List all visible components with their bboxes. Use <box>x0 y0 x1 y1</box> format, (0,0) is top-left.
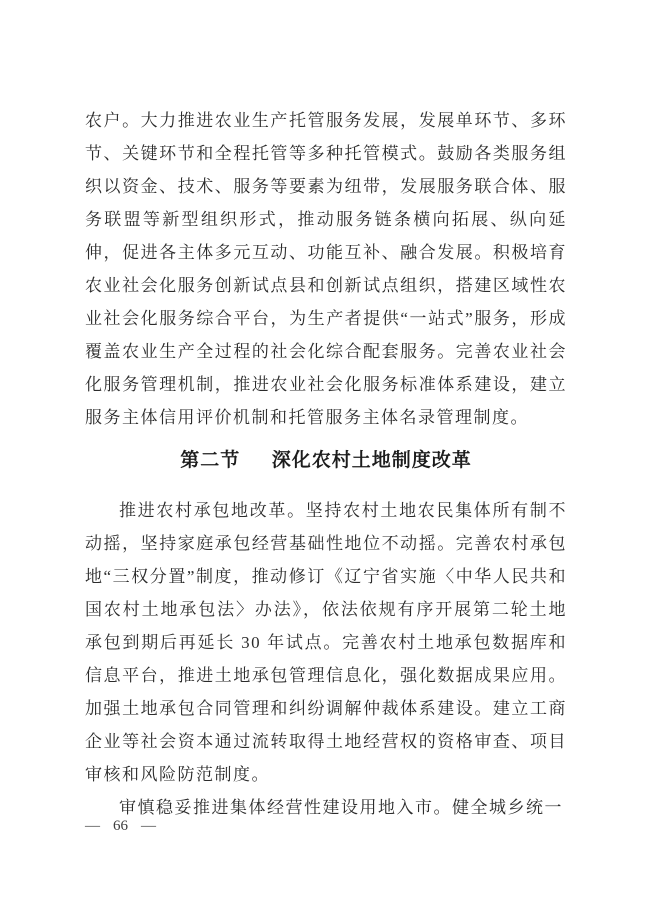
page-number: 66 <box>113 818 128 834</box>
footer-dash-right: — <box>141 818 156 834</box>
section-heading-label: 第二节 <box>180 450 241 471</box>
body-paragraph: 推进农村承包地改革。坚持农村土地农民集体所有制不动摇，坚持家庭承包经营基础性地位不动摇。完善农村承包地“三权分置”制度，推动修订《辽宁省实施〈中华人民共和国农村土地承包法〉办法》，依法依规有序开展第二轮土地承包到期后再延长 30 年试点。完善农村土地承包数据库和信息平台，推进土地承包管理信息化，强化数据成果应用。加强土地承包合同管理和纠纷调解仲裁体系建设。建立工商企业等社会资本通过流转取得土地经营权的资格审查、项目审核和风险防范制度。 <box>85 501 567 784</box>
page-content <box>85 104 567 824</box>
page-footer <box>85 816 156 836</box>
footer-dash-left: — <box>85 818 100 834</box>
body-paragraph-continuation: 农户。大力推进农业生产托管服务发展，发展单环节、多环节、关键环节和全程托管等多种托管模式。鼓励各类服务组织以资金、技术、服务等要素为纽带，发展服务联合体、服务联盟等新型组织形式，推动服务链条横向拓展、纵向延伸，促进各主体多元互动、功能互补、融合发展。积极培育农业社会化服务创新试点县和创新试点组织，搭建区域性农业社会化服务综合平台，为生产者提供“一站式”服务，形成覆盖农业生产全过程的社会化综合配套服务。完善农业社会化服务管理机制，推进农业社会化服务标准体系建设，建立服务主体信用评价机制和托管服务主体名录管理制度。 <box>85 111 567 427</box>
section-heading <box>85 444 567 478</box>
body-paragraph: 审慎稳妥推进集体经营性建设用地入市。健全城乡统一 <box>119 798 563 817</box>
section-heading-title: 深化农村土地制度改革 <box>271 450 472 471</box>
